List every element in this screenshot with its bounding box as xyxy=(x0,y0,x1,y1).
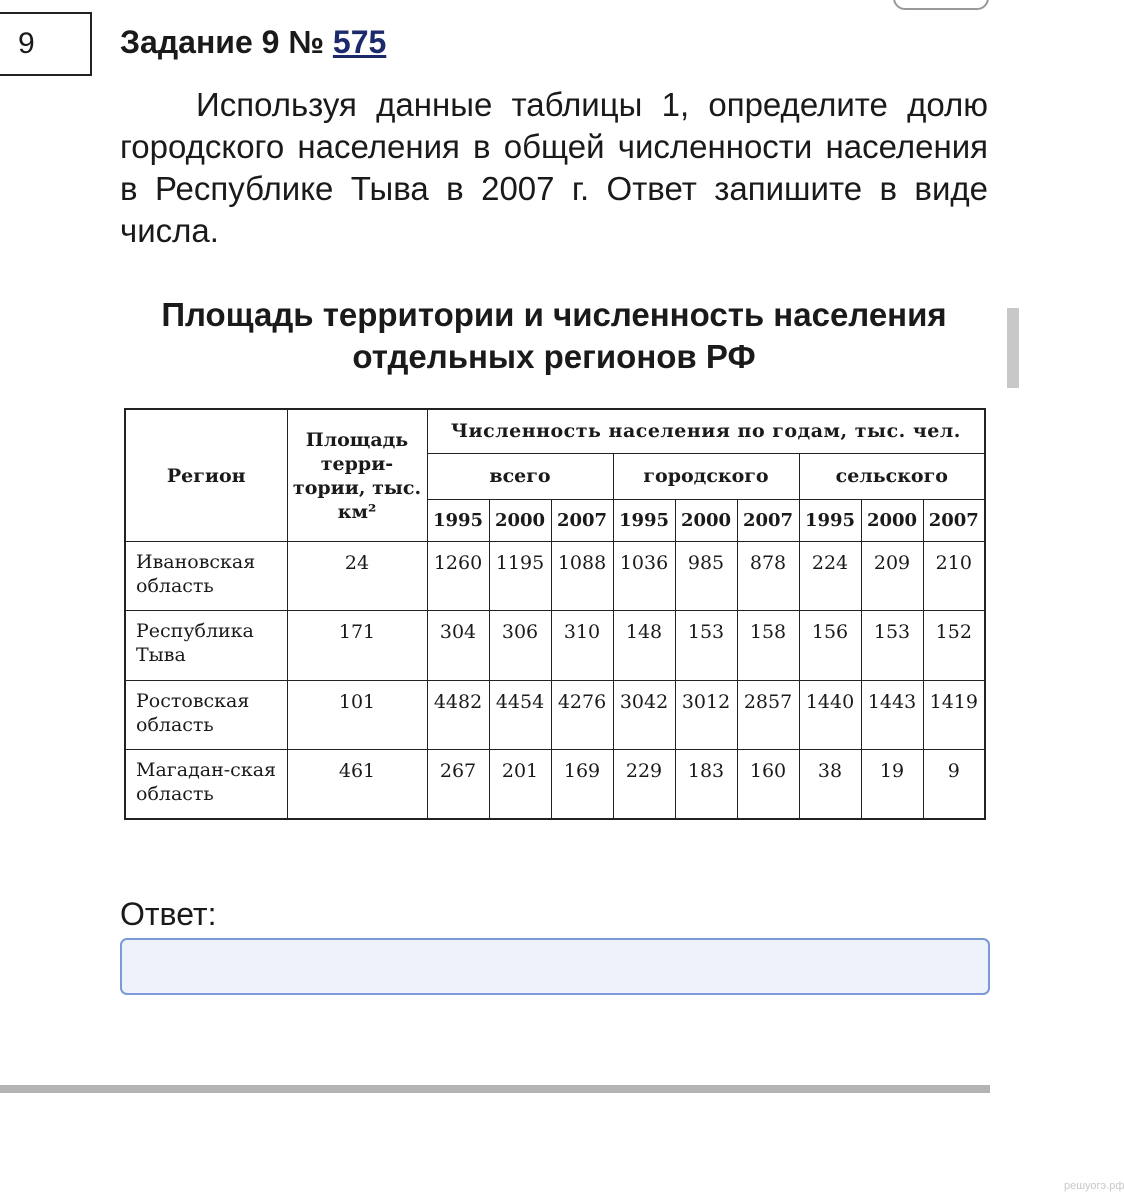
cell-value: 4454 xyxy=(489,680,551,749)
cell-value: 304 xyxy=(427,611,489,680)
task-text: Используя данные таблицы 1, определите долю городского населения в общей численности населения в Республике Тыва в 2007 г. Ответ запишите в виде числа. xyxy=(120,86,988,249)
table-title-line2: отдельных регионов РФ xyxy=(352,338,756,375)
cell-value: 9 xyxy=(923,750,985,819)
year-header: 2000 xyxy=(489,499,551,541)
cell-value: 153 xyxy=(861,611,923,680)
cell-region: Магадан-ская область xyxy=(125,750,287,819)
bottom-divider xyxy=(0,1085,990,1093)
cell-value: 1260 xyxy=(427,542,489,611)
top-button-edge[interactable] xyxy=(893,0,989,10)
task-number: 9 xyxy=(18,27,35,60)
task-number-box xyxy=(0,12,92,76)
table-row xyxy=(125,750,985,819)
task-id-link[interactable]: 575 xyxy=(332,24,387,60)
cell-value: 38 xyxy=(799,750,861,819)
cell-value: 158 xyxy=(737,611,799,680)
watermark: решуогэ.рф xyxy=(1064,1180,1124,1192)
cell-value: 878 xyxy=(737,542,799,611)
header-region: Регион xyxy=(125,409,287,542)
year-header: 1995 xyxy=(427,499,489,541)
cell-value: 4482 xyxy=(427,680,489,749)
table-row xyxy=(125,611,985,680)
year-header: 2007 xyxy=(551,499,613,541)
cell-area: 461 xyxy=(287,750,427,819)
cell-value: 1195 xyxy=(489,542,551,611)
cell-value: 1440 xyxy=(799,680,861,749)
cell-value: 152 xyxy=(923,611,985,680)
cell-value: 306 xyxy=(489,611,551,680)
cell-value: 160 xyxy=(737,750,799,819)
cell-value: 209 xyxy=(861,542,923,611)
cell-value: 201 xyxy=(489,750,551,819)
cell-region: Республика Тыва xyxy=(125,611,287,680)
data-table xyxy=(124,408,986,820)
table-row xyxy=(125,680,985,749)
cell-value: 19 xyxy=(861,750,923,819)
cell-value: 3042 xyxy=(613,680,675,749)
cell-value: 210 xyxy=(923,542,985,611)
header-group-urban: городского xyxy=(613,453,799,499)
cell-value: 1419 xyxy=(923,680,985,749)
table-title xyxy=(120,294,988,378)
header-population: Численность населения по годам, тыс. чел. xyxy=(427,409,985,453)
header-area xyxy=(287,409,427,542)
answer-input[interactable] xyxy=(120,938,990,995)
year-header: 1995 xyxy=(799,499,861,541)
table-row xyxy=(125,542,985,611)
table-title-line1: Площадь территории и численность населения xyxy=(161,296,947,333)
answer-label: Ответ: xyxy=(120,896,217,932)
scrollbar-thumb[interactable] xyxy=(1007,308,1019,388)
cell-value: 224 xyxy=(799,542,861,611)
year-header: 2000 xyxy=(675,499,737,541)
cell-value: 153 xyxy=(675,611,737,680)
cell-region: Ивановская область xyxy=(125,542,287,611)
task-title xyxy=(120,24,386,61)
cell-value: 310 xyxy=(551,611,613,680)
cell-value: 156 xyxy=(799,611,861,680)
year-header: 2000 xyxy=(861,499,923,541)
cell-value: 2857 xyxy=(737,680,799,749)
cell-value: 3012 xyxy=(675,680,737,749)
year-header: 2007 xyxy=(737,499,799,541)
task-title-prefix: Задание 9 № xyxy=(120,24,333,60)
cell-value: 229 xyxy=(613,750,675,819)
cell-value: 1443 xyxy=(861,680,923,749)
cell-value: 267 xyxy=(427,750,489,819)
header-area-text: Площадь терри-тории, тыс. км² xyxy=(292,428,422,523)
header-group-rural: сельского xyxy=(799,453,985,499)
cell-value: 169 xyxy=(551,750,613,819)
cell-value: 148 xyxy=(613,611,675,680)
cell-region: Ростовская область xyxy=(125,680,287,749)
cell-value: 1036 xyxy=(613,542,675,611)
cell-area: 24 xyxy=(287,542,427,611)
cell-value: 183 xyxy=(675,750,737,819)
cell-area: 101 xyxy=(287,680,427,749)
cell-value: 1088 xyxy=(551,542,613,611)
cell-area: 171 xyxy=(287,611,427,680)
cell-value: 985 xyxy=(675,542,737,611)
year-header: 1995 xyxy=(613,499,675,541)
header-group-total: всего xyxy=(427,453,613,499)
cell-value: 4276 xyxy=(551,680,613,749)
year-header: 2007 xyxy=(923,499,985,541)
